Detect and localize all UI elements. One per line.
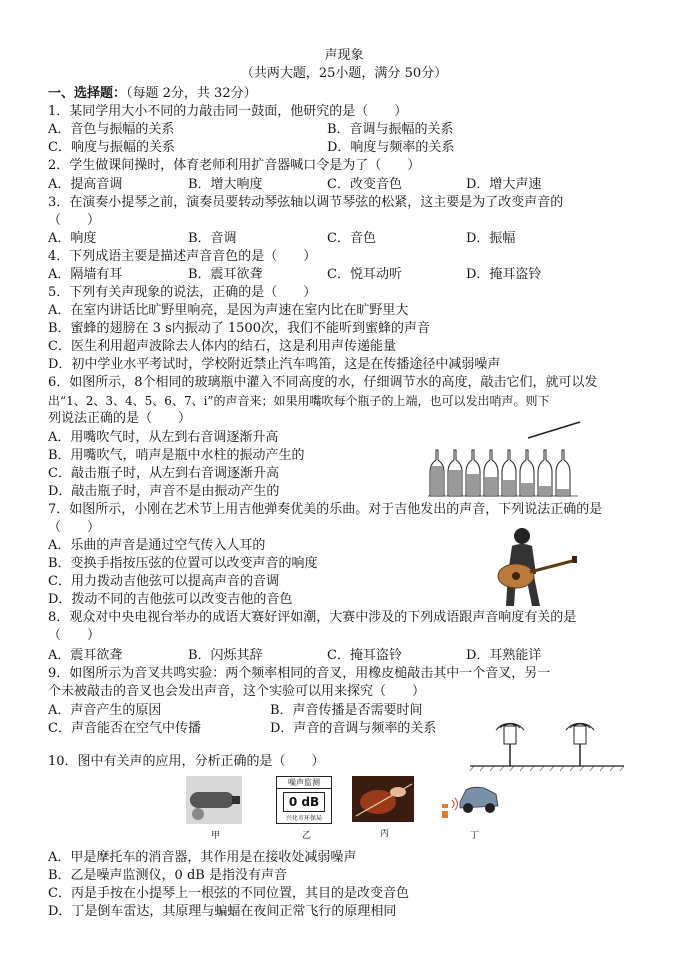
q9-option-a: A．声音产生的原因 bbox=[48, 703, 162, 718]
bottles-figure bbox=[428, 420, 588, 498]
q8-stem-cont: （ ） bbox=[48, 628, 101, 643]
page-subtitle: （共两大题，25小题，满分 50分） bbox=[240, 66, 448, 81]
q6-option-d: D．敲击瓶子时，声音不是由振动产生的 bbox=[48, 484, 280, 499]
q1-option-d: D．响度与频率的关系 bbox=[327, 140, 455, 155]
q10-stem: 10．图中有关声的应用，分析正确的是（ ） bbox=[48, 754, 325, 769]
page-title: 声现象 bbox=[324, 48, 364, 63]
q7-option-a: A．乐曲的声音是通过空气传入人耳的 bbox=[48, 538, 266, 553]
q9-option-c: C．声音能否在空气中传播 bbox=[48, 721, 201, 736]
q6-stem-cont2: 列说法正确的是（ ） bbox=[48, 411, 192, 426]
q3-stem-cont: （ ） bbox=[48, 213, 101, 228]
q3-option-c: C．音色 bbox=[327, 231, 376, 246]
q7-option-c: C．用力拨动吉他弦可以提高声音的音调 bbox=[48, 574, 279, 589]
q5-option-a: A．在室内讲话比旷野里响亮，是因为声速在室内比在旷野里大 bbox=[48, 303, 409, 318]
q5-option-d: D．初中学业水平考试时，学校附近禁止汽车鸣笛，这是在传播途径中减弱噪声 bbox=[48, 357, 501, 372]
q4-option-d: D．掩耳盗铃 bbox=[466, 267, 542, 282]
q7-stem: 7．如图所示，小刚在艺术节上用吉他弹奏优美的乐曲。对于吉他发出的声音，下列说法正确的是 bbox=[48, 502, 603, 517]
q10-option-b: B．乙是噪声监测仪，0 dB 是指没有声音 bbox=[48, 868, 287, 883]
q5-option-b: B．蜜蜂的翅膀在 3 s内振动了 1500次，我们不能听到蜜蜂的声音 bbox=[48, 321, 430, 336]
q9-stem: 9．如图所示为音叉共鸣实验：两个频率相同的音叉，用橡皮槌敲击其中一个音叉，另一 bbox=[48, 666, 551, 681]
section-note: （每题 2分，共 32分） bbox=[126, 86, 257, 101]
reverse-radar-image bbox=[438, 770, 502, 822]
q9-option-d: D．声音的音调与频率的关系 bbox=[270, 721, 437, 736]
q8-option-a: A．震耳欲聋 bbox=[48, 648, 123, 663]
q1-option-c: C．响度与振幅的关系 bbox=[48, 140, 175, 155]
q4-stem: 4．下列成语主要是描述声音音色的是（ ） bbox=[48, 249, 317, 264]
q8-option-b: B．闪烁其辞 bbox=[188, 648, 263, 663]
q7-option-b: B．变换手指按压弦的位置可以改变声音的响度 bbox=[48, 556, 318, 571]
q10-option-d: D．丁是倒车雷达，其原理与蝙蝠在夜间正常飞行的原理相同 bbox=[48, 904, 397, 919]
q7-stem-cont: （ ） bbox=[48, 520, 101, 535]
q2-option-c: C．改变音色 bbox=[327, 177, 402, 192]
q6-option-a: A．用嘴吹气时，从左到右音调逐渐升高 bbox=[48, 430, 279, 445]
q10-option-a: A．甲是摩托车的消音器，其作用是在接收处减弱噪声 bbox=[48, 850, 357, 865]
guitarist-figure bbox=[486, 522, 578, 610]
caption-yi: 乙 bbox=[302, 831, 312, 841]
q6-option-c: C．敲击瓶子时，从左到右音调逐渐升高 bbox=[48, 466, 279, 481]
q8-option-d: D．耳熟能详 bbox=[466, 648, 542, 663]
q9-stem-cont: 个未被敲击的音叉也会发出声音，这个实验可以用来探究（ ） bbox=[48, 684, 426, 699]
noise-monitor-image bbox=[276, 776, 332, 824]
q4-option-c: C．悦耳动听 bbox=[327, 267, 402, 282]
q8-option-c: C．掩耳盗铃 bbox=[327, 648, 402, 663]
q6-option-b: B．用嘴吹气，哨声是瓶中水柱的振动产生的 bbox=[48, 448, 305, 463]
q3-option-a: A．响度 bbox=[48, 231, 97, 246]
q8-stem: 8．观众对中央电视台举办的成语大赛好评如潮，大赛中涉及的下列成语跟声音响度有关的是 bbox=[48, 610, 577, 625]
section-title: 一、选择题： bbox=[48, 86, 127, 101]
q1-option-b: B．音调与振幅的关系 bbox=[327, 122, 454, 137]
monitor-footer: 兴化市环保局 bbox=[285, 815, 322, 822]
q3-stem: 3．在演奏小提琴之前，演奏员要转动琴弦轴以调节琴弦的松紧，这主要是为了改变声音的 bbox=[48, 195, 564, 210]
caption-ding: 丁 bbox=[470, 831, 480, 841]
q6-stem-cont: 出“1、2、3、4、5、6、7、i”的声音来；如果用嘴吹每个瓶子的上端，也可以发出哨声。则下 bbox=[48, 394, 550, 408]
q10-option-c: C．丙是手按在小提琴上一根弦的不同位置，其目的是改变音色 bbox=[48, 886, 409, 901]
q5-stem: 5．下列有关声现象的说法，正确的是（ ） bbox=[48, 285, 317, 300]
q5-option-c: C．医生利用超声波除去人体内的结石，这是利用声传递能量 bbox=[48, 339, 396, 354]
muffler-image bbox=[186, 776, 242, 824]
caption-bing: 丙 bbox=[380, 829, 390, 839]
q6-stem: 6．如图所示，8个相同的玻璃瓶中灌入不同高度的水，仔细调节水的高度，敲击它们，就可以发 bbox=[48, 375, 598, 390]
q4-option-b: B．震耳欲聋 bbox=[188, 267, 263, 282]
q3-option-d: D．振幅 bbox=[466, 231, 516, 246]
q3-option-b: B．音调 bbox=[188, 231, 237, 246]
q1-stem: 1．某同学用大小不同的力敲击同一鼓面，他研究的是（ ） bbox=[48, 104, 408, 119]
monitor-label: 噪声监测 bbox=[277, 777, 331, 789]
q2-stem: 2．学生做课间操时，体育老师利用扩音器喊口令是为了（ ） bbox=[48, 158, 421, 173]
q7-option-d: D．拨动不同的吉他弦可以改变吉他的音色 bbox=[48, 592, 293, 607]
q2-option-a: A．提高音调 bbox=[48, 177, 123, 192]
q2-option-b: B．增大响度 bbox=[188, 177, 263, 192]
violin-image bbox=[352, 776, 414, 822]
q4-option-a: A．隔墙有耳 bbox=[48, 267, 123, 282]
monitor-reading: 0 dB bbox=[283, 792, 325, 812]
q9-option-b: B．声音传播是否需要时间 bbox=[270, 703, 423, 718]
tuning-fork-figure bbox=[468, 704, 628, 774]
section-heading bbox=[48, 86, 257, 102]
q1-option-a: A．音色与振幅的关系 bbox=[48, 122, 175, 137]
caption-jia: 甲 bbox=[211, 831, 221, 841]
q2-option-d: D．增大声速 bbox=[466, 177, 542, 192]
